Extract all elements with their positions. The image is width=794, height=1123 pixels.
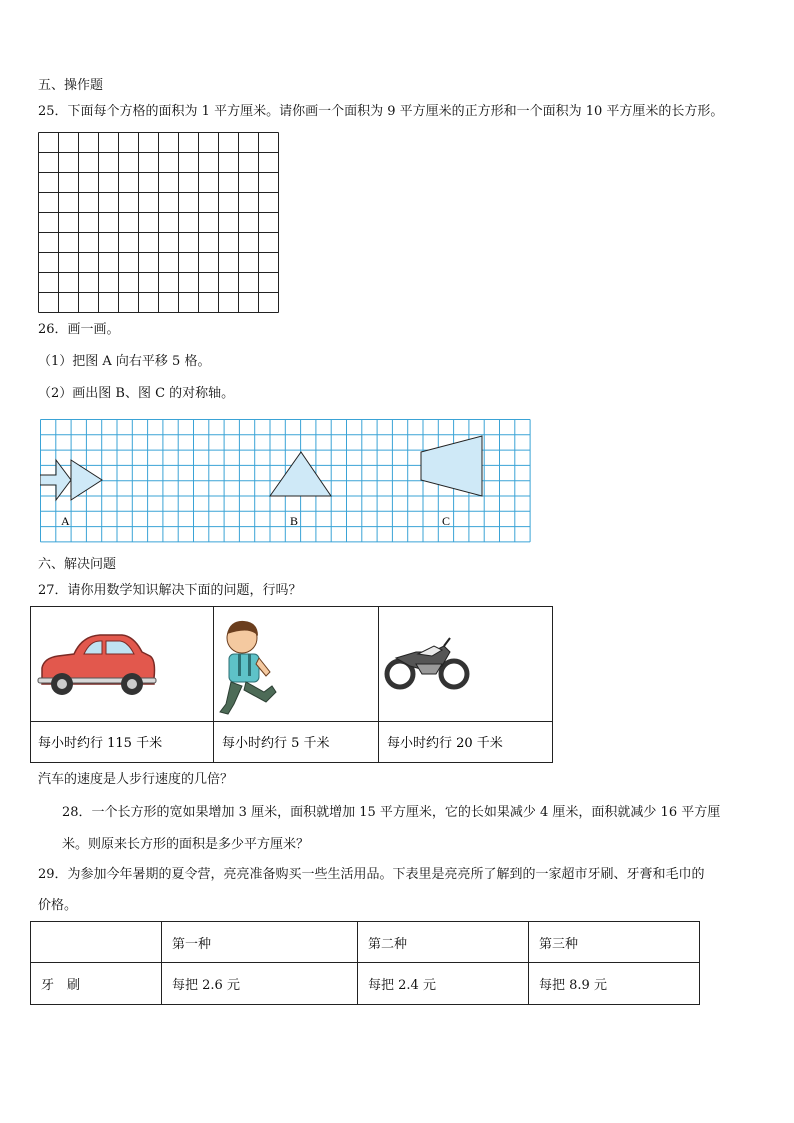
table-cell: 每把 2.4 元 [358,963,529,1005]
question-26-title: 26．画一画。 [38,322,120,337]
shape-c-trapezoid [421,436,482,496]
question-27-ask: 汽车的速度是人步行速度的几倍？ [38,772,234,787]
figure-grid-q26[interactable] [40,419,532,545]
shape-a-arrow [40,460,71,500]
speed-table [30,606,556,766]
table-header-cell: 第三种 [529,922,700,963]
speed-motorcycle: 每小时约行 20 千米 [387,736,503,751]
car-icon [38,635,156,695]
table-header-cell: 第二种 [358,922,529,963]
question-26-part2: （2）画出图 B、图 C 的对称轴。 [38,386,235,401]
question-27-text: 27．请你用数学知识解决下面的问题，行吗？ [38,583,302,598]
question-25-text: 25．下面每个方格的面积为 1 平方厘米。请你画一个面积为 9 平方厘米的正方形和一个面积为 10 平方厘米的长方形。 [38,104,724,119]
section-heading-5: 五、操作题 [38,78,104,93]
table-cell: 牙 刷 [31,963,162,1005]
price-table [30,921,700,1005]
table-header-cell: 第一种 [162,922,358,963]
label-b: B [290,514,299,528]
speed-car: 每小时约行 115 千米 [38,736,163,751]
motorcycle-icon [387,638,467,687]
speed-walk: 每小时约行 5 千米 [222,736,330,751]
question-29-line2: 价格。 [38,898,78,913]
question-28-line2: 米。则原来长方形的面积是多少平方厘米？ [62,837,310,852]
shape-b-triangle [270,452,331,496]
question-28-line1: 28．一个长方形的宽如果增加 3 厘米，面积就增加 15 平方厘米，它的长如果减少 4 厘米，面积就减少 16 平方厘 [62,805,721,820]
question-29-line1: 29．为参加今年暑期的夏令营，亮亮准备购买一些生活用品。下表里是亮亮所了解到的一家超市牙刷、牙膏和毛巾的 [38,867,705,882]
label-c: C [442,514,451,528]
section-heading-6: 六、解决问题 [38,557,117,572]
table-header-cell [31,922,162,963]
table-cell: 每把 8.9 元 [529,963,700,1005]
table-header-row [31,922,700,963]
boy-running-icon [220,621,276,714]
table-cell: 每把 2.6 元 [162,963,358,1005]
table-row [31,963,700,1005]
question-26-part1: （1）把图 A 向右平移 5 格。 [38,354,211,369]
label-a: A [61,514,70,528]
square-grid-q25[interactable] [38,132,282,314]
